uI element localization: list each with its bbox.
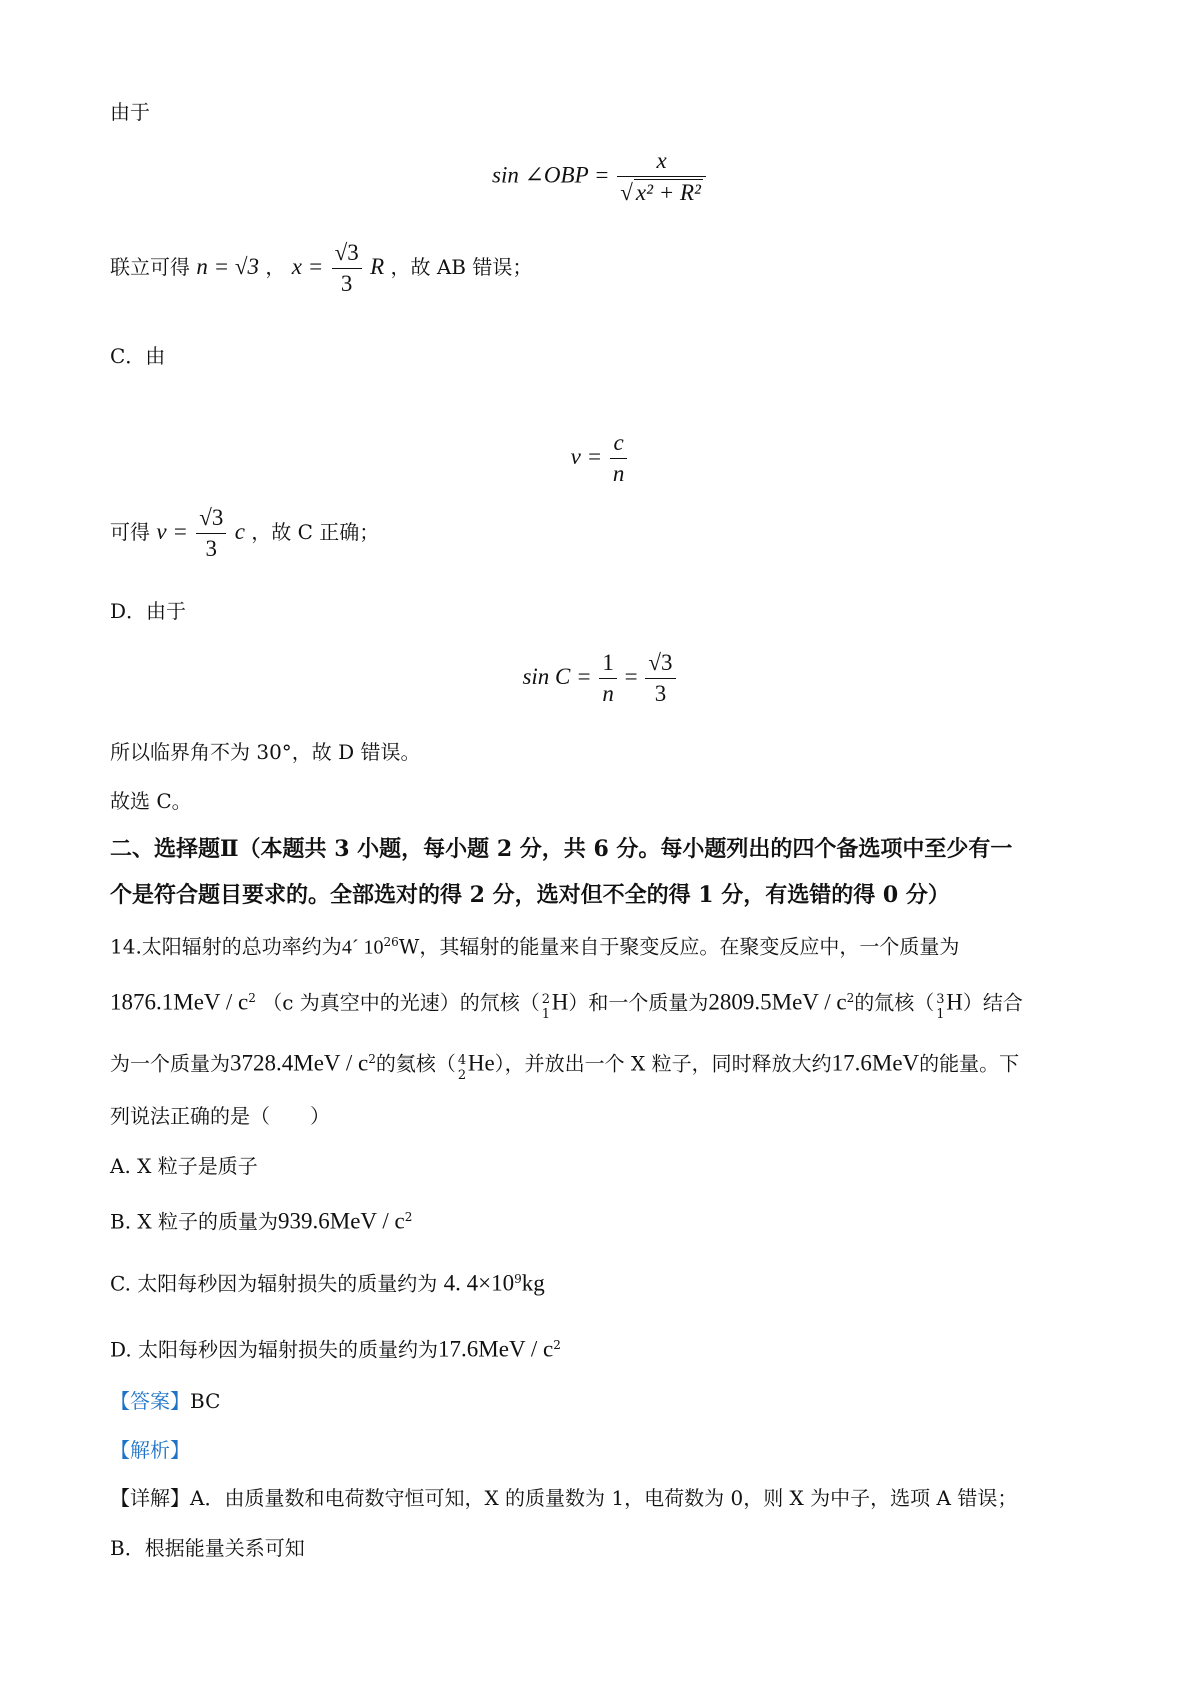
detail-line: 【详解】A．由质量数和电荷数守恒可知，X 的质量数为 1，电荷数为 0，则 X 为中子，选项 A 错误； — [110, 1486, 1018, 1510]
option-b — [110, 1203, 412, 1236]
option-c — [110, 1265, 545, 1298]
text: 14.太阳辐射的总功率约为 — [110, 934, 342, 959]
option-value: 17.6MeV / c — [438, 1336, 554, 1362]
v-equation-lhs: v = — [156, 519, 188, 544]
fraction-numerator: √3 — [332, 240, 362, 269]
fraction-numerator: 1 — [599, 650, 617, 679]
text: ），并放出一个 X 粒子，同时释放大约 — [494, 1051, 832, 1076]
helium-mass: 3728.4MeV / c — [230, 1050, 369, 1076]
x-equation-tail: R — [370, 254, 385, 279]
equation-lhs: sin C = — [522, 663, 592, 689]
fraction — [645, 650, 675, 707]
v-equation-tail: c — [234, 519, 245, 544]
text: （c 为真空中的光速）的氘核（ — [262, 990, 540, 1015]
nuclide-label: 2 1 — [541, 991, 551, 1022]
text: 为一个质量为 — [110, 1051, 230, 1076]
answer-value: BC — [190, 1389, 221, 1413]
equation-sin-c — [0, 650, 1200, 707]
equals-sign: = — [624, 663, 638, 689]
text: D. 太阳每秒因为辐射损失的质量约为 — [110, 1337, 439, 1362]
fraction-numerator: x — [617, 148, 706, 177]
n-equation: n = √3 — [196, 254, 260, 279]
deuteron-mass: 1876.1MeV / c — [110, 989, 249, 1015]
fraction-numerator: √3 — [645, 650, 675, 679]
text: ，故 C 正确； — [251, 520, 380, 544]
fraction-denominator: 3 — [205, 536, 218, 561]
text: 联立可得 — [110, 255, 190, 279]
text: B. X 粒子的质量为 — [110, 1209, 279, 1234]
text-line: B．根据能量关系可知 — [110, 1536, 305, 1560]
nuclide-label: 3 1 — [936, 991, 945, 1022]
power-exponent: 26 — [383, 935, 399, 949]
power-value: 4´ 10 — [341, 936, 384, 959]
sqrt-radicand: x² + R² — [635, 180, 701, 205]
text: ）和一个质量为 — [568, 990, 709, 1015]
text: 的氦核（ — [375, 1051, 456, 1076]
fraction-denominator: n — [612, 461, 625, 486]
superscript: 2 — [248, 991, 256, 1005]
fraction — [617, 148, 706, 206]
text: 的能量。下 — [919, 1051, 1020, 1076]
answer-line — [110, 1387, 220, 1415]
text: ）结合 — [962, 990, 1023, 1015]
fraction-numerator: √3 — [196, 505, 226, 534]
fraction-denominator: 3 — [340, 271, 353, 296]
x-equation-lhs: x = — [291, 254, 324, 279]
text: C. 太阳每秒因为辐射损失的质量约为 — [110, 1271, 438, 1296]
option-value: 939.6MeV / c — [278, 1208, 405, 1234]
superscript: 2 — [368, 1052, 376, 1066]
section-heading: 二、选择题Ⅱ（本题共 3 小题，每小题 2 分，共 6 分。每小题列出的四个备选项中至少有一 — [110, 836, 1013, 862]
text-line: 由于 — [110, 100, 150, 124]
nuclide-label: 4 2 — [457, 1052, 467, 1083]
answer-tag: 【答案】 — [110, 1389, 190, 1413]
option-a: A. X 粒子是质子 — [110, 1154, 258, 1178]
fraction-denominator: n — [602, 681, 614, 706]
fraction — [196, 505, 226, 562]
text-line: 故选 C。 — [110, 789, 192, 813]
text: ， — [265, 255, 286, 279]
equation-lhs: sin ∠OBP = — [492, 162, 610, 188]
equation-lhs: v = — [570, 443, 603, 469]
fraction-denominator: 3 — [654, 681, 667, 706]
text-line: C．由 — [110, 344, 166, 368]
text-line: D．由于 — [110, 599, 187, 623]
fraction — [610, 430, 628, 487]
text-line: 所以临界角不为 30°，故 D 错误。 — [110, 740, 421, 764]
question-14-line — [110, 928, 959, 962]
nuclide-symbol: H — [551, 989, 569, 1015]
text: W，其辐射的能量来自于聚变反应。在聚变反应中，一个质量为 — [398, 934, 960, 959]
superscript: 2 — [404, 1210, 413, 1224]
question-14-line: 列说法正确的是（ ） — [110, 1104, 330, 1128]
text: 可得 — [110, 520, 150, 544]
equation-sin-obp — [0, 148, 1200, 206]
text: ，故 AB 错误； — [390, 255, 533, 279]
superscript: 2 — [846, 991, 855, 1005]
analysis-tag: 【解析】 — [110, 1438, 190, 1462]
option-d — [110, 1331, 561, 1364]
option-unit: kg — [521, 1270, 545, 1296]
energy-value: 17.6MeV — [831, 1050, 920, 1076]
question-14-line — [110, 1045, 1020, 1083]
text-line-v — [110, 505, 379, 562]
section-heading: 个是符合题目要求的。全部选对的得 2 分，选对但不全的得 1 分，有选错的得 0 分） — [110, 882, 950, 908]
triton-mass: 2809.5MeV / c — [708, 989, 847, 1015]
question-14-line — [110, 984, 1023, 1022]
text-line-n-x — [110, 240, 532, 297]
fraction — [332, 240, 362, 297]
superscript: 2 — [553, 1338, 561, 1352]
nuclide-symbol: H — [946, 989, 963, 1015]
superscript: 9 — [514, 1272, 522, 1286]
fraction-numerator: c — [610, 430, 628, 459]
nuclide-symbol: He — [467, 1050, 495, 1076]
text: 的氚核（ — [854, 990, 935, 1015]
fraction — [599, 650, 617, 707]
fraction-denominator: √ x² + R² — [620, 180, 701, 205]
equation-v-c-n — [0, 430, 1200, 487]
option-value: 4. 4×10 — [443, 1270, 515, 1296]
